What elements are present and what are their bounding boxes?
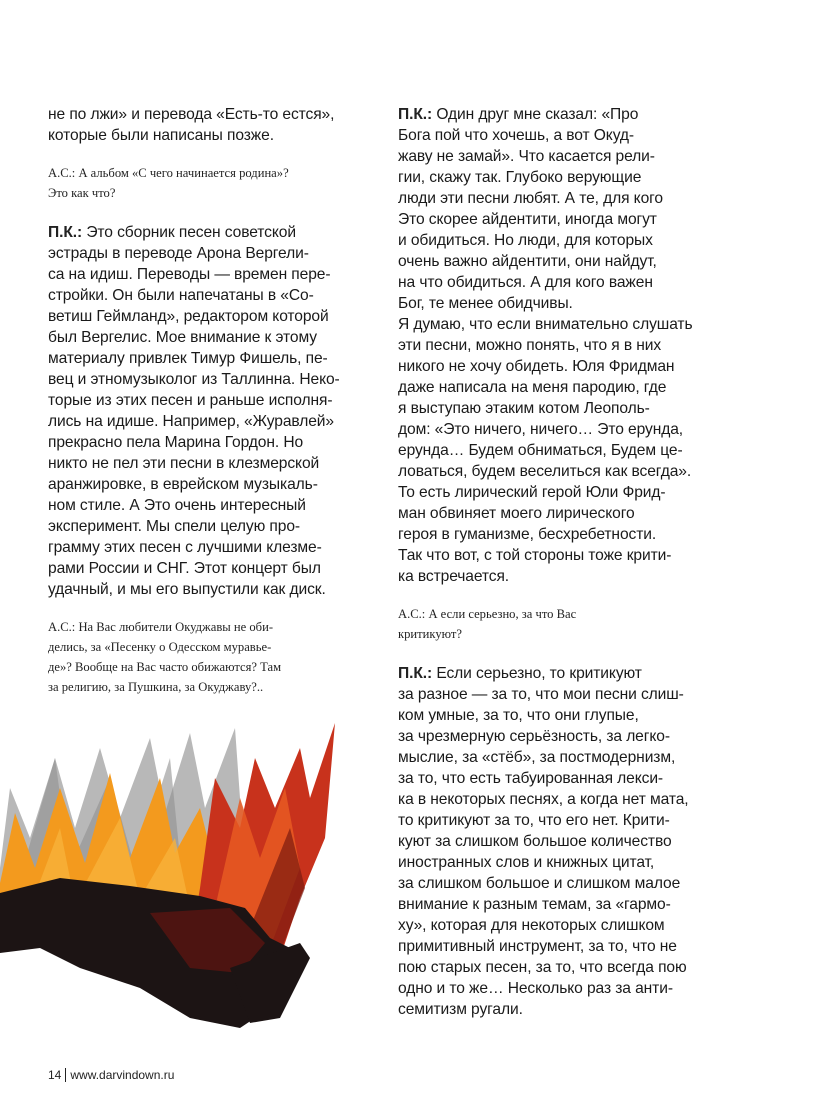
right-column xyxy=(398,104,718,1020)
text-line: прекрасно пела Марина Гордон. Но xyxy=(48,434,304,451)
text-line: А.С.: На Вас любители Окуджавы не оби- xyxy=(48,620,274,634)
text-line: никто не пел эти песни в клезмерской xyxy=(48,455,320,472)
text-line: ху», которая для некоторых слишком xyxy=(398,917,665,934)
text-line: А.С.: А если серьезно, за что Вас xyxy=(398,607,577,621)
text-line: А.С.: А альбом «С чего начинается родина»? xyxy=(48,166,289,180)
text-line: стройки. Он были напечатаны в «Со- xyxy=(48,287,314,304)
text-line: материалу привлек Тимур Фишель, пе- xyxy=(48,350,328,367)
question-okudzhava xyxy=(48,617,366,697)
text-line: мыслие, за «стёб», за постмодернизм, xyxy=(398,749,676,766)
text-line: за разное — за то, что мои песни слиш- xyxy=(398,686,684,703)
text-line: Я думаю, что если внимательно слушать xyxy=(398,316,693,333)
text-line: за чрезмерную серьёзность, за легко- xyxy=(398,728,670,745)
text-fragment: Это сборник песен советской xyxy=(82,224,296,241)
text-line: са на идиш. Переводы — времен пере- xyxy=(48,266,331,283)
text-line: внимание к разным темам, за «гармо- xyxy=(398,896,671,913)
text-line: пою старых песен, за то, что всегда пою xyxy=(398,959,687,976)
question-criticism xyxy=(398,604,718,644)
text-line: никого не хочу обидеть. Юля Фридман xyxy=(398,358,675,375)
text-line: эксперимент. Мы спели целую про- xyxy=(48,518,301,535)
answer-religion xyxy=(398,104,718,587)
flame-illustration xyxy=(0,718,340,1028)
text-line: героя в гуманизме, бесхребетности. xyxy=(398,526,657,543)
text-line: ветиш Геймланд», редактором которой xyxy=(48,308,329,325)
text-line: я выступаю этаким котом Леополь- xyxy=(398,400,650,417)
text-line: на что обидиться. А для кого важен xyxy=(398,274,653,291)
speaker-label: П.К.: xyxy=(48,224,83,241)
text-line: за религию, за Пушкина, за Окуджаву?.. xyxy=(48,680,264,694)
text-line: Это как что? xyxy=(48,186,116,200)
text-line: эстрады в переводе Арона Вергели- xyxy=(48,245,309,262)
text-line: грамму этих песен с лучшими клезме- xyxy=(48,539,322,556)
text-line: за слишком большое и слишком малое xyxy=(398,875,681,892)
text-line: куют за слишком большое количество xyxy=(398,833,672,850)
text-line: ком умные, за то, что они глупые, xyxy=(398,707,639,724)
text-line: не по лжи» и перевода «Есть-то естся», xyxy=(48,106,335,123)
text-line: ловаться, будем веселиться как всегда». xyxy=(398,463,692,480)
text-line: критикуют? xyxy=(398,627,462,641)
text-line: и обидиться. Но люди, для которых xyxy=(398,232,653,249)
text-line: даже написала на меня пародию, где xyxy=(398,379,667,396)
speaker-label: П.К.: xyxy=(398,106,433,123)
text-line xyxy=(398,104,718,125)
speaker-label: П.К.: xyxy=(398,665,433,682)
page-number: 14 xyxy=(48,1068,66,1082)
text-line: Бога пой что хочешь, а вот Окуд- xyxy=(398,127,634,144)
text-line: эти песни, можно понять, что я в них xyxy=(398,337,662,354)
text-line: жаву не замай». Что касается рели- xyxy=(398,148,655,165)
text-line: Это скорее айдентити, иногда могут xyxy=(398,211,657,228)
text-line: дом: «Это ничего, ничего… Это ерунда, xyxy=(398,421,684,438)
text-line: примитивный инструмент, за то, что не xyxy=(398,938,677,955)
text-line: ман обвиняет моего лирического xyxy=(398,505,635,522)
paragraph-intro xyxy=(48,104,366,146)
text-line: торые из этих песен и раньше исполня- xyxy=(48,392,333,409)
text-line: лись на идише. Например, «Журавлей» xyxy=(48,413,334,430)
text-line: очень важно айдентити, они найдут, xyxy=(398,253,657,270)
text-line: вец и этномузыколог из Таллинна. Неко- xyxy=(48,371,340,388)
text-fragment: Один друг мне сказал: «Про xyxy=(432,106,639,123)
text-line: семитизм ругали. xyxy=(398,1001,523,1018)
text-line: то критикуют за то, что его нет. Крити- xyxy=(398,812,670,829)
text-line: ка встречается. xyxy=(398,568,510,585)
text-line: гии, скажу так. Глубоко верующие xyxy=(398,169,642,186)
text-line: иностранных слов и книжных цитат, xyxy=(398,854,655,871)
text-line: аранжировке, в еврейском музыкаль- xyxy=(48,476,318,493)
text-line: То есть лирический герой Юли Фрид- xyxy=(398,484,666,501)
text-fragment: Если серьезно, то критикуют xyxy=(432,665,642,682)
text-line: ерунда… Будем обниматься, Будем це- xyxy=(398,442,683,459)
text-line xyxy=(398,663,718,684)
answer-album xyxy=(48,222,366,600)
text-line: ном стиле. А Это очень интересный xyxy=(48,497,306,514)
site-url: www.darvindown.ru xyxy=(70,1068,175,1082)
text-line: удачный, и мы его выпустили как диск. xyxy=(48,581,326,598)
text-line: Так что вот, с той стороны тоже крити- xyxy=(398,547,672,564)
question-album xyxy=(48,163,366,203)
text-line: ка в некоторых песнях, а когда нет мата, xyxy=(398,791,689,808)
left-column xyxy=(48,104,366,697)
text-line xyxy=(48,222,366,243)
text-line: делись, за «Песенку о Одесском муравье- xyxy=(48,640,272,654)
text-line: которые были написаны позже. xyxy=(48,127,274,144)
page-footer xyxy=(48,1068,174,1082)
text-line: был Вергелис. Мое внимание к этому xyxy=(48,329,317,346)
text-line: люди эти песни любят. А те, для кого xyxy=(398,190,663,207)
text-line: за то, что есть табуированная лекси- xyxy=(398,770,664,787)
text-line: Бог, те менее обидчивы. xyxy=(398,295,573,312)
answer-criticism xyxy=(398,663,718,1020)
text-line: де»? Вообще на Вас часто обижаются? Там xyxy=(48,660,282,674)
text-line: рами России и СНГ. Этот концерт был xyxy=(48,560,321,577)
text-line: одно и то же… Несколько раз за анти- xyxy=(398,980,673,997)
